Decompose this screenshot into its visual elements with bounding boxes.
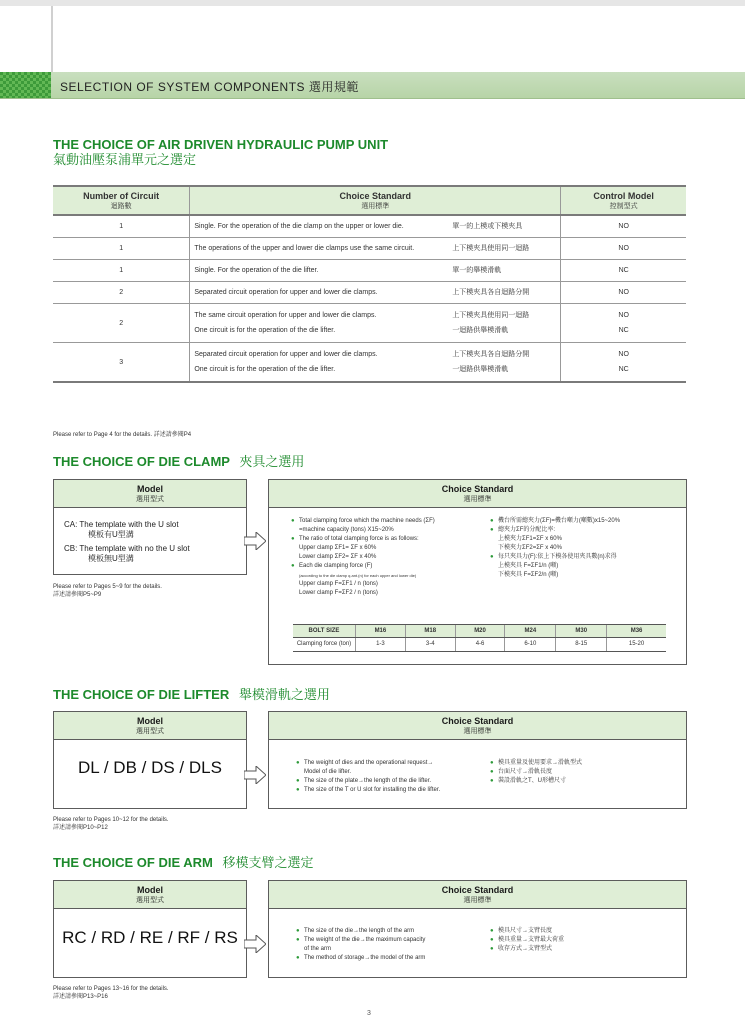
list-item: ● 模具重量→支臂最大荷重 — [490, 936, 670, 945]
arm-note-zh: 詳述請參閱P13~P16 — [53, 994, 108, 1000]
model-head-zh: 選用型式 — [136, 897, 164, 904]
std-head-en: Choice Standard — [441, 716, 514, 726]
bolt-header-cell: M20 — [455, 625, 505, 638]
list-item: ● 總夾力ΣF的分配比率: — [490, 526, 680, 535]
col-control-model — [561, 186, 686, 215]
model-head-en: Model — [137, 716, 163, 726]
control-model-cell — [561, 260, 686, 282]
list-item: ● The ratio of total clamping force is as follows: — [291, 535, 486, 544]
table-row — [53, 282, 686, 304]
arm-standard-en-list — [296, 927, 486, 963]
clamp-model-cb-zh: 模板無U型溝 — [88, 554, 134, 563]
bolt-value-cell: 6-10 — [505, 638, 556, 652]
list-item: ● Total clamping force which the machine needs (ΣF) — [291, 517, 486, 526]
lifter-title-en: THE CHOICE OF DIE LIFTER — [53, 687, 230, 702]
standard-zh: 一迴路供舉模滑軌 — [452, 366, 509, 373]
bolt-value-cell: 15-20 — [607, 638, 666, 652]
arm-model-codes: RC / RD / RE / RF / RS — [62, 928, 238, 947]
lifter-standard-en-list — [296, 759, 486, 795]
list-item: ● 收存方式→支臂型式 — [490, 945, 670, 954]
control-model: NC — [618, 267, 629, 274]
standard-zh: 上下模夾具使用同一迴路 — [452, 312, 530, 319]
clamp-model-box — [53, 479, 247, 575]
header-checker-pattern — [0, 72, 51, 98]
arm-standard-zh-list — [490, 927, 670, 954]
std-head-en: Choice Standard — [441, 885, 514, 895]
bolt-header-cell: M16 — [356, 625, 406, 638]
standard-zh: 一迴路供舉模滑軌 — [452, 327, 509, 334]
standard-en: Separated circuit operation for upper and lower die clamps. — [194, 289, 378, 296]
arrow-right-icon — [244, 935, 266, 953]
standard-en: Separated circuit operation for upper and lower die clamps. — [194, 351, 378, 358]
pump-title-en: THE CHOICE OF AIR DRIVEN HYDRAULIC PUMP UNIT — [53, 137, 389, 152]
list-item: ● 模具重量及使用要求→滑軌型式 — [490, 759, 670, 768]
list-item: ● The size of the die→the length of the arm — [296, 927, 486, 936]
clamp-note — [53, 583, 162, 599]
arrow-right-icon — [244, 532, 266, 550]
control-model: NO — [618, 351, 629, 358]
col-header-en: Control Model — [593, 191, 654, 201]
clamp-note-zh: 詳述請參閱P5~P9 — [53, 592, 102, 598]
model-head-zh: 選用型式 — [136, 496, 164, 503]
list-item: Upper clamp ΣF1= ΣF x 60% — [299, 545, 377, 551]
std-head-zh: 選用標準 — [463, 496, 492, 503]
circuit-count: 3 — [53, 343, 190, 383]
arm-note-en: Please refer to Pages 13~16 for the details. — [53, 986, 169, 992]
list-item: ● The weight of the die→the maximum capacity — [296, 936, 486, 945]
arm-title-zh: 移模支臂之選定 — [222, 855, 314, 870]
model-box-header — [54, 480, 246, 508]
table-row — [53, 215, 686, 238]
bolt-value-cell: 1-3 — [356, 638, 406, 652]
bolt-header-cell: M18 — [405, 625, 455, 638]
control-model: NO — [618, 245, 629, 252]
control-model: NC — [618, 366, 629, 373]
standard-cell — [190, 215, 561, 238]
control-model: NO — [618, 289, 629, 296]
col-header-zh: 迴路數 — [110, 203, 132, 210]
standard-cell — [190, 260, 561, 282]
col-header-zh: 控制型式 — [609, 203, 638, 210]
standard-zh: 單一的舉模滑軌 — [452, 267, 502, 274]
control-model-cell — [561, 215, 686, 238]
lifter-note-en: Please refer to Pages 10~12 for the details. — [53, 817, 169, 823]
circuit-count: 1 — [53, 215, 190, 238]
pump-section-title — [53, 137, 388, 167]
standard-box-header — [269, 881, 686, 909]
arm-note — [53, 985, 169, 1001]
bolt-value-cell: 3-4 — [405, 638, 455, 652]
table-row — [53, 304, 686, 343]
clamp-model-list — [64, 520, 190, 564]
model-head-en: Model — [137, 885, 163, 895]
control-model: NC — [618, 327, 629, 334]
lifter-model-codes: DL / DB / DS / DLS — [78, 758, 222, 777]
lifter-section-title — [53, 684, 330, 703]
lifter-standard-zh-list — [490, 759, 670, 786]
list-item: Lower clamp F=ΣF2 / n (tons) — [299, 590, 378, 596]
bolt-header-cell: M30 — [556, 625, 607, 638]
standard-zh: 單一的上模或下模夾具 — [452, 223, 523, 230]
model-head-en: Model — [137, 484, 163, 494]
standard-zh: 上下模夾具各自迴路分開 — [452, 289, 530, 296]
clamp-title-zh: 夾具之選用 — [239, 454, 305, 469]
standard-en: One circuit is for the operation of the die lifter. — [194, 327, 336, 334]
list-item: 上模夾具 F=ΣF1/n (噸) — [498, 563, 559, 569]
standard-cell — [190, 238, 561, 260]
list-item: ● The size of the T or U slot for installing the die lifter. — [296, 786, 486, 795]
list-item: ● 模具尺寸→支臂長度 — [490, 927, 670, 936]
model-box-header — [54, 881, 246, 909]
bolt-table-header — [293, 625, 666, 638]
table-row — [53, 238, 686, 260]
list-item: =machine capacity (tons) X15~20% — [299, 527, 394, 533]
col-header-en: Number of Circuit — [83, 191, 160, 201]
std-head-zh: 選用標準 — [463, 897, 492, 904]
list-item: Model of die lifter. — [304, 769, 352, 775]
table-row — [293, 638, 666, 652]
standard-zh: 上下模夾具各自迴路分開 — [452, 351, 530, 358]
bolt-header-cell: BOLT SIZE — [293, 625, 356, 638]
lifter-note-zh: 詳述請參閱P10~P12 — [53, 825, 108, 831]
bolt-row-label: Clamping force (ton) — [293, 638, 356, 652]
list-item: ● 機台所需總夾力(ΣF)=機台噸力(噸數)x15~20% — [490, 517, 680, 526]
list-item: ● 每只夾具力(F):依上下模各使用夾具數(n)求得 — [490, 553, 680, 562]
control-model-cell — [561, 304, 686, 343]
page-header-title: SELECTION OF SYSTEM COMPONENTS 選用規範 — [60, 80, 359, 94]
standard-en: The same circuit operation for upper and lower die clamps. — [194, 312, 377, 319]
list-item: 下模夾具 F=ΣF2/n (噸) — [498, 572, 559, 578]
list-item: Upper clamp F=ΣF1 / n (tons) — [299, 581, 378, 587]
standard-box-header — [269, 480, 686, 508]
clamp-section-title — [53, 451, 304, 470]
clamp-model-cb-en: CB: The template with no the U slot — [64, 544, 190, 553]
control-model-cell — [561, 282, 686, 304]
bolt-size-table — [293, 624, 666, 652]
list-item: ● The weight of dies and the operational request→ — [296, 759, 486, 768]
page-number: 3 — [367, 1010, 371, 1017]
list-item: ● 裝設滑軌之T、U形槽尺寸 — [490, 777, 670, 786]
top-bar — [0, 0, 745, 6]
standard-cell — [190, 304, 561, 343]
circuit-count: 2 — [53, 282, 190, 304]
control-model: NO — [618, 223, 629, 230]
list-item: ● 台面尺寸→滑軌長度 — [490, 768, 670, 777]
standard-box-header — [269, 712, 686, 740]
std-head-zh: 選用標準 — [463, 728, 492, 735]
list-item: 上模夾力ΣF1=ΣF x 60% — [498, 536, 562, 542]
lifter-title-zh: 舉模滑軌之選用 — [238, 687, 330, 702]
std-head-en: Choice Standard — [441, 484, 514, 494]
bolt-header-cell: M24 — [505, 625, 556, 638]
model-head-zh: 選用型式 — [136, 728, 164, 735]
circuit-count: 2 — [53, 304, 190, 343]
clamp-standard-en-list — [291, 517, 486, 598]
clamp-title-en: THE CHOICE OF DIE CLAMP — [53, 454, 230, 469]
col-number-of-circuit — [53, 186, 190, 215]
circuit-table-header — [53, 186, 686, 215]
col-choice-standard — [190, 186, 561, 215]
bolt-header-cell: M36 — [607, 625, 666, 638]
arm-model-box — [53, 880, 247, 978]
control-model-cell — [561, 343, 686, 383]
pump-note: Please refer to Page 4 for the details. 詳述請參閱P4 — [53, 432, 192, 438]
clamp-model-ca-zh: 模板有U型溝 — [88, 530, 134, 539]
col-header-en: Choice Standard — [339, 191, 412, 201]
standard-en: One circuit is for the operation of the die lifter. — [194, 366, 336, 373]
standard-en: The operations of the upper and lower die clamps use the same circuit. — [194, 245, 415, 252]
list-item: ● The size of the plate→the length of the die lifter. — [296, 777, 486, 786]
list-item: (according to the die clamp q.ant.(n) for each upper and lower die) — [299, 573, 417, 578]
list-item: 下模夾力ΣF2=ΣF x 40% — [498, 545, 562, 551]
circuit-count: 1 — [53, 238, 190, 260]
lifter-model-box — [53, 711, 247, 809]
col-header-zh: 選用標準 — [361, 203, 390, 210]
clamp-standard-zh-list — [490, 517, 680, 580]
list-item: ● The method of storage→the model of the arm — [296, 954, 486, 963]
standard-en: Single. For the operation of the die lifter. — [194, 267, 319, 274]
table-row — [53, 343, 686, 383]
control-model: NO — [618, 312, 629, 319]
bolt-value-cell: 4-6 — [455, 638, 505, 652]
list-item: Lower clamp ΣF2= ΣF x 40% — [299, 554, 377, 560]
table-row — [53, 260, 686, 282]
list-item: of the arm — [304, 946, 332, 952]
standard-cell — [190, 343, 561, 383]
circuit-count: 1 — [53, 260, 190, 282]
arrow-right-icon — [244, 766, 266, 784]
control-model-cell — [561, 238, 686, 260]
model-box-header — [54, 712, 246, 740]
standard-cell — [190, 282, 561, 304]
circuit-table — [53, 185, 686, 383]
bolt-value-cell: 8-15 — [556, 638, 607, 652]
clamp-model-ca-en: CA: The template with the U slot — [64, 520, 179, 529]
arm-section-title — [53, 852, 314, 871]
clamp-note-en: Please refer to Pages 5~9 for the details. — [53, 584, 162, 590]
arm-title-en: THE CHOICE OF DIE ARM — [53, 855, 213, 870]
list-item: ● Each die clamping force (F) — [291, 562, 486, 571]
standard-en: Single. For the operation of the die clamp on the upper or lower die. — [194, 223, 404, 230]
standard-zh: 上下模夾具使用同一迴路 — [452, 245, 530, 252]
lifter-note — [53, 816, 169, 832]
pump-title-zh: 氣動油壓泵浦單元之選定 — [53, 152, 197, 167]
